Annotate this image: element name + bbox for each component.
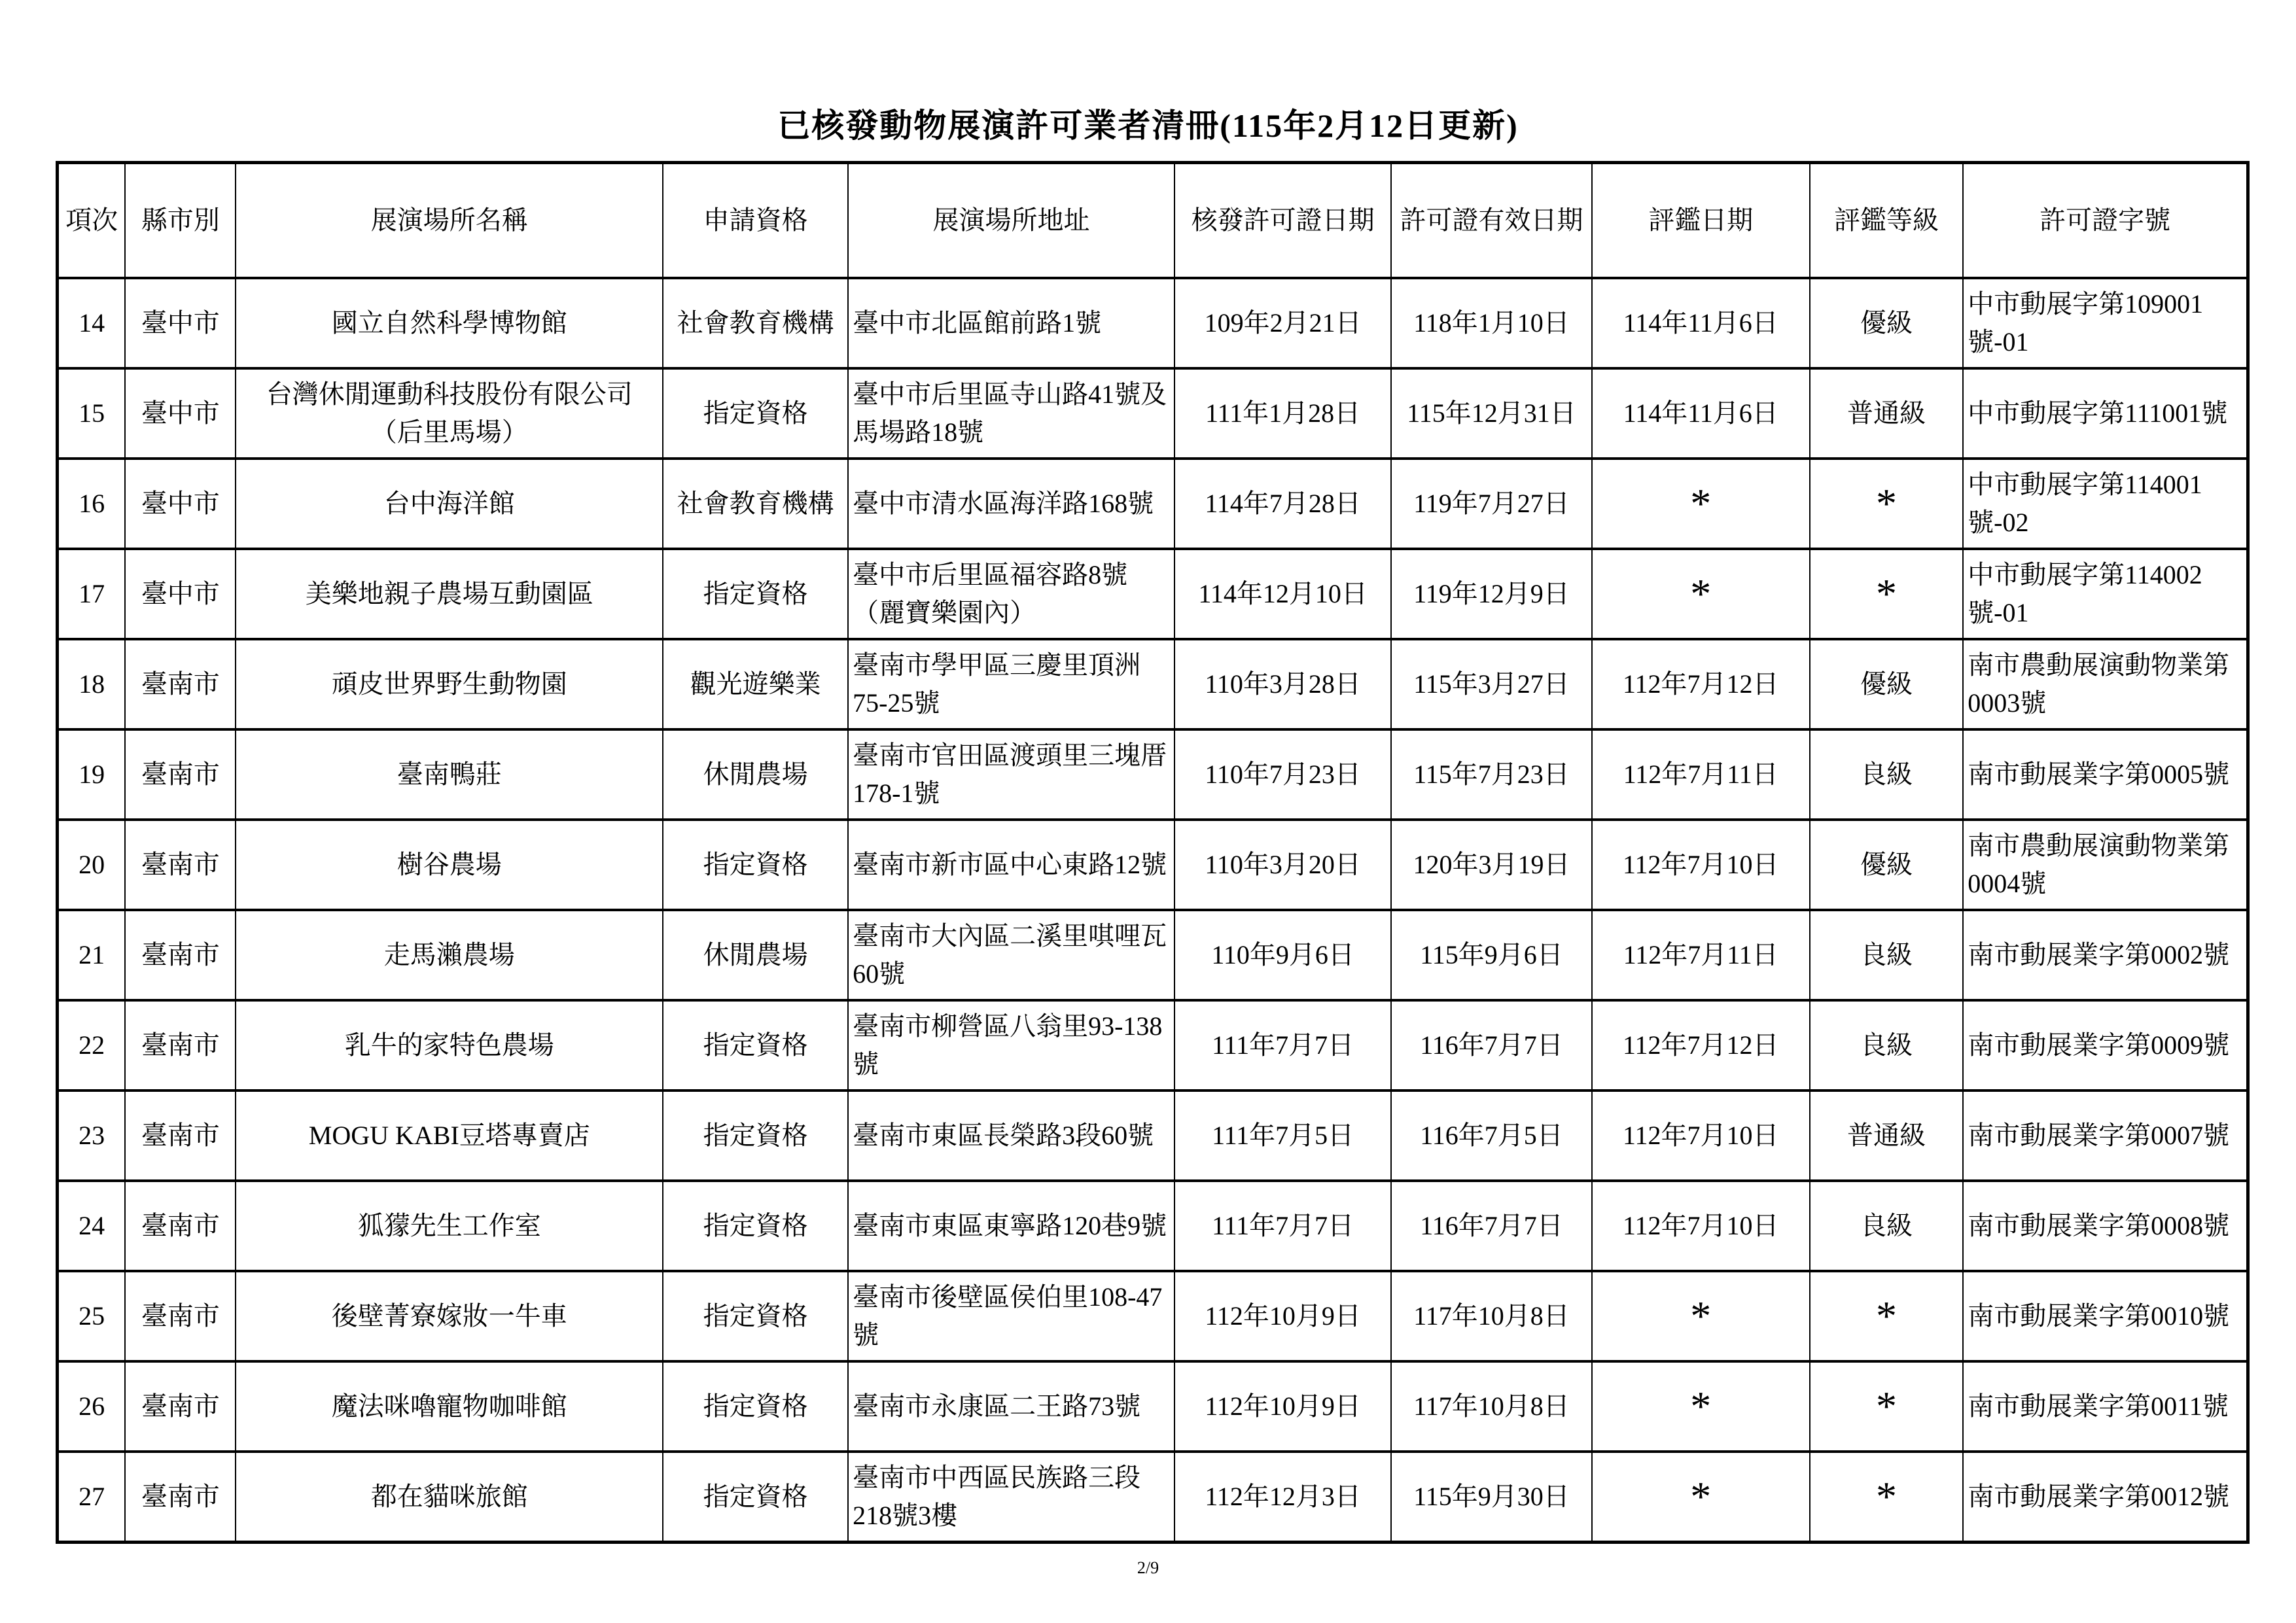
table-cell: 116年7月7日 [1391,1181,1591,1271]
table-cell: 臺南市 [125,1000,236,1091]
table-cell: 27 [58,1452,126,1543]
table-cell: 臺南市大內區二溪里唭哩瓦60號 [848,910,1174,1000]
table-cell: 臺南市 [125,820,236,910]
table-cell: 休閒農場 [663,910,848,1000]
table-cell: 119年7月27日 [1391,459,1591,549]
table-cell: * [1810,1271,1963,1361]
table-cell: 指定資格 [663,1000,848,1091]
page-number: 2/9 [1137,1558,1159,1577]
table-cell: 指定資格 [663,820,848,910]
table-cell: 109年2月21日 [1174,278,1391,368]
table-cell: 臺南市東區長榮路3段60號 [848,1091,1174,1181]
table-cell: 112年10月9日 [1174,1361,1391,1452]
table-cell: 臺南市 [125,910,236,1000]
table-cell: 中市動展字第114002號-01 [1963,549,2248,639]
table-row [58,1452,2248,1543]
table-cell: 112年10月9日 [1174,1271,1391,1361]
table-cell: 18 [58,639,126,729]
table-row [58,549,2248,639]
table-cell: 指定資格 [663,1181,848,1271]
table-cell: 普通級 [1810,368,1963,459]
table-row [58,368,2248,459]
table-row [58,1361,2248,1452]
table-cell: 111年7月7日 [1174,1181,1391,1271]
column-header: 縣市別 [125,163,236,279]
table-cell: 優級 [1810,278,1963,368]
table-cell: 指定資格 [663,549,848,639]
table-cell: 走馬瀨農場 [236,910,663,1000]
table-cell: 樹谷農場 [236,820,663,910]
table-cell: 中市動展字第114001號-02 [1963,459,2248,549]
table-cell: 優級 [1810,820,1963,910]
table-cell: 臺南市新市區中心東路12號 [848,820,1174,910]
table-cell: 110年7月23日 [1174,729,1391,820]
table-cell: 22 [58,1000,126,1091]
table-cell: * [1810,1452,1963,1543]
table-cell: 臺南市 [125,729,236,820]
table-cell: 南市動展業字第0007號 [1963,1091,2248,1181]
table-cell: 南市動展業字第0005號 [1963,729,2248,820]
table-cell: 16 [58,459,126,549]
table-row [58,278,2248,368]
table-cell: 南市農動展演動物業第0003號 [1963,639,2248,729]
table-cell: 臺中市北區館前路1號 [848,278,1174,368]
table-cell: 台灣休閒運動科技股份有限公司（后里馬場） [236,368,663,459]
table-cell: 南市動展業字第0008號 [1963,1181,2248,1271]
table-cell: 台中海洋館 [236,459,663,549]
table-cell: * [1592,1452,1810,1543]
table-cell: 良級 [1810,729,1963,820]
table-cell: 臺南市 [125,1361,236,1452]
table-cell: * [1592,549,1810,639]
table-cell: 中市動展字第111001號 [1963,368,2248,459]
table-header-row [58,163,2248,279]
page-title: 已核發動物展演許可業者清冊(115年2月12日更新) [777,107,1519,144]
table-cell: 110年3月28日 [1174,639,1391,729]
table-cell: 112年7月12日 [1592,1000,1810,1091]
table-cell: 115年9月6日 [1391,910,1591,1000]
table-cell: 觀光遊樂業 [663,639,848,729]
table-cell: 臺中市 [125,368,236,459]
table-cell: 臺南市柳營區八翁里93-138號 [848,1000,1174,1091]
table-cell: 南市動展業字第0009號 [1963,1000,2248,1091]
table-row [58,910,2248,1000]
table-cell: 指定資格 [663,1091,848,1181]
table-cell: 112年7月11日 [1592,910,1810,1000]
table-cell: 後壁菁寮嫁妝一牛車 [236,1271,663,1361]
table-cell: * [1810,459,1963,549]
table-cell: 25 [58,1271,126,1361]
table-cell: 114年11月6日 [1592,278,1810,368]
table-cell: 臺南市學甲區三慶里頂洲75-25號 [848,639,1174,729]
table-cell: 南市動展業字第0011號 [1963,1361,2248,1452]
table-cell: 110年9月6日 [1174,910,1391,1000]
table-cell: 國立自然科學博物館 [236,278,663,368]
table-row [58,1091,2248,1181]
table-cell: * [1810,1361,1963,1452]
table-cell: 117年10月8日 [1391,1361,1591,1452]
table-cell: 120年3月19日 [1391,820,1591,910]
table-cell: 20 [58,820,126,910]
table-cell: 臺南市 [125,1091,236,1181]
column-header: 評鑑日期 [1592,163,1810,279]
column-header: 評鑑等級 [1810,163,1963,279]
column-header: 核發許可證日期 [1174,163,1391,279]
table-cell: 南市農動展演動物業第0004號 [1963,820,2248,910]
table-cell: 112年12月3日 [1174,1452,1391,1543]
table-cell: * [1592,1361,1810,1452]
table-cell: 臺中市后里區福容路8號（麗寶樂園內） [848,549,1174,639]
table-cell: 臺中市 [125,459,236,549]
table-cell: 美樂地親子農場互動園區 [236,549,663,639]
table-cell: 指定資格 [663,1271,848,1361]
table-cell: 112年7月10日 [1592,1181,1810,1271]
table-cell: 111年7月7日 [1174,1000,1391,1091]
table-cell: 111年7月5日 [1174,1091,1391,1181]
table-cell: 臺中市 [125,278,236,368]
table-cell: 118年1月10日 [1391,278,1591,368]
table-cell: 臺中市后里區寺山路41號及馬場路18號 [848,368,1174,459]
table-cell: 中市動展字第109001號-01 [1963,278,2248,368]
table-cell: 休閒農場 [663,729,848,820]
table-cell: 乳牛的家特色農場 [236,1000,663,1091]
table-row [58,1181,2248,1271]
table-cell: 社會教育機構 [663,278,848,368]
table-cell: 26 [58,1361,126,1452]
table-cell: 14 [58,278,126,368]
table-row [58,1271,2248,1361]
table-cell: 臺南市 [125,1181,236,1271]
table-cell: 21 [58,910,126,1000]
table-cell: * [1592,459,1810,549]
table-cell: 115年9月30日 [1391,1452,1591,1543]
table-cell: MOGU KABI豆塔專賣店 [236,1091,663,1181]
column-header: 展演場所名稱 [236,163,663,279]
table-cell: 23 [58,1091,126,1181]
permit-table [56,161,2250,1544]
table-cell: 115年7月23日 [1391,729,1591,820]
table-cell: 111年1月28日 [1174,368,1391,459]
column-header: 展演場所地址 [848,163,1174,279]
table-row [58,1000,2248,1091]
table-cell: 良級 [1810,910,1963,1000]
table-cell: 指定資格 [663,1452,848,1543]
table-cell: 17 [58,549,126,639]
table-cell: 臺南市後壁區侯伯里108-47號 [848,1271,1174,1361]
table-cell: * [1810,549,1963,639]
table-cell: 112年7月12日 [1592,639,1810,729]
table-cell: 指定資格 [663,368,848,459]
table-row [58,729,2248,820]
table-cell: 臺南鴨莊 [236,729,663,820]
table-row [58,459,2248,549]
table-cell: 115年3月27日 [1391,639,1591,729]
table-cell: 社會教育機構 [663,459,848,549]
table-cell: 臺中市 [125,549,236,639]
table-cell: 臺南市永康區二王路73號 [848,1361,1174,1452]
table-cell: 114年11月6日 [1592,368,1810,459]
table-cell: 115年12月31日 [1391,368,1591,459]
table-cell: 112年7月10日 [1592,820,1810,910]
table-cell: 魔法咪嚕寵物咖啡館 [236,1361,663,1452]
table-cell: 臺南市中西區民族路三段218號3樓 [848,1452,1174,1543]
table-cell: 15 [58,368,126,459]
table-cell: * [1592,1271,1810,1361]
column-header: 項次 [58,163,126,279]
table-cell: 19 [58,729,126,820]
table-cell: 南市動展業字第0010號 [1963,1271,2248,1361]
table-cell: 良級 [1810,1000,1963,1091]
column-header: 申請資格 [663,163,848,279]
table-cell: 臺南市東區東寧路120巷9號 [848,1181,1174,1271]
table-cell: 南市動展業字第0002號 [1963,910,2248,1000]
table-row [58,639,2248,729]
table-cell: 指定資格 [663,1361,848,1452]
table-cell: 114年12月10日 [1174,549,1391,639]
table-cell: 116年7月7日 [1391,1000,1591,1091]
table-cell: 普通級 [1810,1091,1963,1181]
table-cell: 112年7月10日 [1592,1091,1810,1181]
table-cell: 114年7月28日 [1174,459,1391,549]
table-cell: 良級 [1810,1181,1963,1271]
table-cell: 110年3月20日 [1174,820,1391,910]
table-cell: 臺南市 [125,639,236,729]
table-cell: 臺南市 [125,1271,236,1361]
table-cell: 116年7月5日 [1391,1091,1591,1181]
table-cell: 南市動展業字第0012號 [1963,1452,2248,1543]
table-cell: 24 [58,1181,126,1271]
table-cell: 119年12月9日 [1391,549,1591,639]
column-header: 許可證字號 [1963,163,2248,279]
column-header: 許可證有效日期 [1391,163,1591,279]
table-cell: 112年7月11日 [1592,729,1810,820]
table-cell: 狐獴先生工作室 [236,1181,663,1271]
table-cell: 臺中市清水區海洋路168號 [848,459,1174,549]
table-cell: 頑皮世界野生動物園 [236,639,663,729]
table-cell: 臺南市 [125,1452,236,1543]
table-header [58,163,2248,279]
table-cell: 117年10月8日 [1391,1271,1591,1361]
table-cell: 都在貓咪旅館 [236,1452,663,1543]
table-cell: 臺南市官田區渡頭里三塊厝178-1號 [848,729,1174,820]
table-body [58,278,2248,1543]
table-cell: 優級 [1810,639,1963,729]
table-row [58,820,2248,910]
